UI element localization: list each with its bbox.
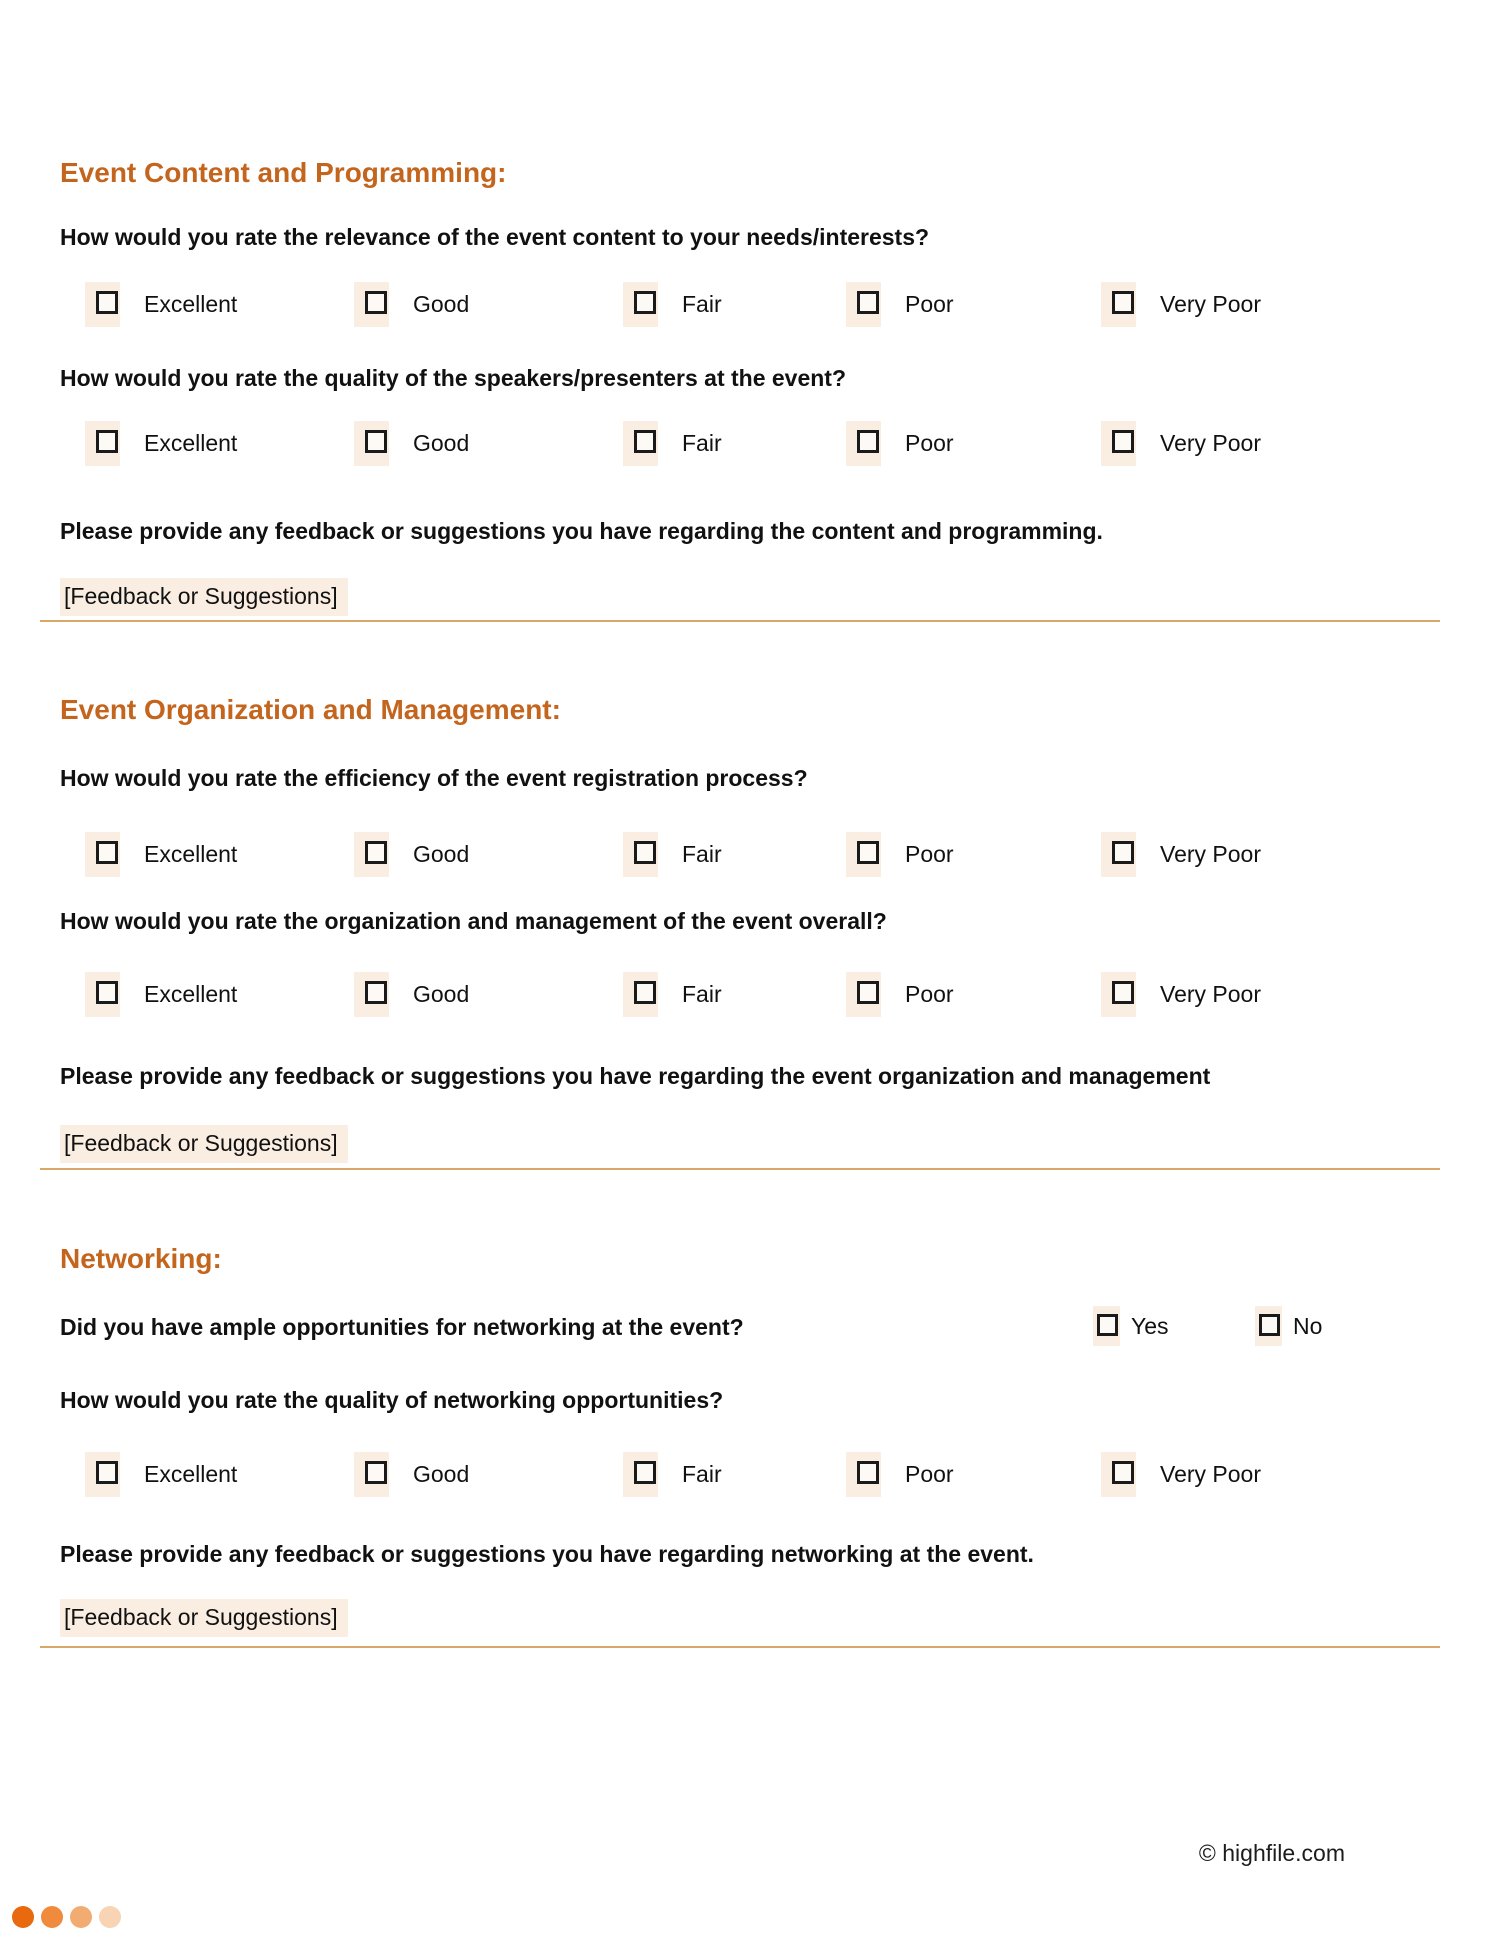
feedback-prompt-organization: Please provide any feedback or suggestions you have regarding the event organization and management — [60, 1063, 1211, 1089]
rating-option-very-poor — [1101, 1451, 1261, 1497]
rating-option-label: Fair — [682, 429, 722, 456]
rating-option-fair — [623, 281, 722, 327]
checkbox-excellent[interactable] — [85, 972, 120, 1017]
rating-option-excellent — [85, 281, 237, 327]
checkbox-fair[interactable] — [623, 832, 658, 877]
rating-option-good — [354, 1451, 469, 1497]
feedback-placeholder: [Feedback or Suggestions] — [64, 1130, 338, 1156]
checkbox-fair[interactable] — [623, 282, 658, 327]
rating-option-good — [354, 971, 469, 1017]
feedback-prompt-content: Please provide any feedback or suggestions you have regarding the content and programming. — [60, 518, 1103, 544]
checkbox-good[interactable] — [354, 421, 389, 466]
rating-option-label: Poor — [905, 429, 954, 456]
rating-option-excellent — [85, 831, 237, 877]
checkbox-poor[interactable] — [846, 282, 881, 327]
rating-option-label: Very Poor — [1160, 840, 1261, 867]
checkbox-poor[interactable] — [846, 1452, 881, 1497]
feedback-field-organization[interactable] — [60, 1125, 348, 1163]
rating-option-excellent — [85, 971, 237, 1017]
rating-option-label: Poor — [905, 290, 954, 317]
checkbox-excellent[interactable] — [85, 832, 120, 877]
feedback-placeholder: [Feedback or Suggestions] — [64, 1604, 338, 1630]
checkbox-good[interactable] — [354, 972, 389, 1017]
feedback-field-networking[interactable] — [60, 1599, 348, 1637]
rating-option-label: Good — [413, 1460, 470, 1487]
feedback-placeholder: [Feedback or Suggestions] — [64, 583, 338, 609]
rating-option-fair — [623, 971, 722, 1017]
checkbox-very-poor[interactable] — [1101, 282, 1136, 327]
option-yes — [1093, 1305, 1169, 1347]
rating-option-very-poor — [1101, 281, 1261, 327]
checkbox-very-poor[interactable] — [1101, 1452, 1136, 1497]
checkbox-poor[interactable] — [846, 832, 881, 877]
checkbox-excellent[interactable] — [85, 1452, 120, 1497]
yesno-question-row — [60, 1305, 1500, 1347]
rating-option-label: Very Poor — [1160, 429, 1261, 456]
rating-option-label: Excellent — [144, 840, 238, 867]
rating-option-label: Fair — [682, 840, 722, 867]
rating-option-poor — [846, 1451, 954, 1497]
checkbox-very-poor[interactable] — [1101, 421, 1136, 466]
rating-option-excellent — [85, 1451, 237, 1497]
rating-option-poor — [846, 420, 954, 466]
rating-option-good — [354, 420, 469, 466]
rating-row-speakers-quality — [0, 420, 1500, 466]
question-speakers-quality: How would you rate the quality of the speakers/presenters at the event? — [60, 365, 847, 391]
rating-option-label: Fair — [682, 290, 722, 317]
checkbox-yes[interactable] — [1093, 1306, 1120, 1346]
copyright-text: © highfile.com — [1198, 1840, 1345, 1866]
brand-dot-icon — [12, 1906, 34, 1928]
checkbox-no[interactable] — [1255, 1306, 1282, 1346]
feedback-prompt-networking: Please provide any feedback or suggestions you have regarding networking at the event. — [60, 1541, 1034, 1567]
rating-option-label: Excellent — [144, 290, 238, 317]
section-heading-organization-management: Event Organization and Management: — [60, 694, 561, 725]
brand-dots — [12, 1906, 121, 1928]
feedback-underline — [40, 1168, 1440, 1170]
checkbox-fair[interactable] — [623, 1452, 658, 1497]
rating-option-label: Poor — [905, 840, 954, 867]
rating-option-label: Excellent — [144, 429, 238, 456]
rating-option-excellent — [85, 420, 237, 466]
rating-option-fair — [623, 420, 722, 466]
question-networking-opportunities: Did you have ample opportunities for networking at the event? — [60, 1314, 744, 1340]
yes-label: Yes — [1131, 1312, 1169, 1339]
checkbox-excellent[interactable] — [85, 282, 120, 327]
rating-option-label: Good — [413, 290, 470, 317]
rating-option-label: Excellent — [144, 980, 238, 1007]
section-heading-networking: Networking: — [60, 1243, 222, 1274]
feedback-field-content[interactable] — [60, 578, 348, 616]
rating-option-fair — [623, 831, 722, 877]
question-content-relevance: How would you rate the relevance of the event content to your needs/interests? — [60, 224, 930, 250]
rating-option-fair — [623, 1451, 722, 1497]
rating-option-label: Good — [413, 980, 470, 1007]
checkbox-fair[interactable] — [623, 972, 658, 1017]
rating-option-poor — [846, 281, 954, 327]
rating-option-label: Poor — [905, 980, 954, 1007]
feedback-underline — [40, 620, 1440, 622]
rating-option-very-poor — [1101, 420, 1261, 466]
rating-option-good — [354, 281, 469, 327]
section-heading-content-programming: Event Content and Programming: — [60, 157, 507, 188]
rating-option-very-poor — [1101, 831, 1261, 877]
rating-option-label: Good — [413, 429, 470, 456]
checkbox-poor[interactable] — [846, 421, 881, 466]
rating-row-networking-quality — [0, 1451, 1500, 1497]
checkbox-good[interactable] — [354, 832, 389, 877]
rating-row-registration-efficiency — [0, 831, 1500, 877]
brand-dot-icon — [99, 1906, 121, 1928]
rating-option-poor — [846, 831, 954, 877]
rating-row-content-relevance — [0, 281, 1500, 327]
checkbox-very-poor[interactable] — [1101, 972, 1136, 1017]
rating-option-label: Very Poor — [1160, 1460, 1261, 1487]
rating-option-label: Very Poor — [1160, 980, 1261, 1007]
option-no — [1255, 1305, 1322, 1347]
checkbox-poor[interactable] — [846, 972, 881, 1017]
question-registration-efficiency: How would you rate the efficiency of the event registration process? — [60, 765, 808, 791]
checkbox-excellent[interactable] — [85, 421, 120, 466]
rating-option-label: Good — [413, 840, 470, 867]
checkbox-good[interactable] — [354, 1452, 389, 1497]
checkbox-fair[interactable] — [623, 421, 658, 466]
rating-option-poor — [846, 971, 954, 1017]
question-overall-organization: How would you rate the organization and management of the event overall? — [60, 908, 887, 934]
question-networking-quality: How would you rate the quality of networking opportunities? — [60, 1387, 724, 1413]
rating-option-label: Excellent — [144, 1460, 238, 1487]
rating-option-label: Fair — [682, 980, 722, 1007]
checkbox-very-poor[interactable] — [1101, 832, 1136, 877]
rating-option-label: Fair — [682, 1460, 722, 1487]
rating-option-very-poor — [1101, 971, 1261, 1017]
rating-option-label: Poor — [905, 1460, 954, 1487]
checkbox-good[interactable] — [354, 282, 389, 327]
rating-option-label: Very Poor — [1160, 290, 1261, 317]
feedback-underline — [40, 1646, 1440, 1648]
rating-row-overall-organization — [0, 971, 1500, 1017]
no-label: No — [1293, 1312, 1323, 1339]
brand-dot-icon — [70, 1906, 92, 1928]
rating-option-good — [354, 831, 469, 877]
brand-dot-icon — [41, 1906, 63, 1928]
